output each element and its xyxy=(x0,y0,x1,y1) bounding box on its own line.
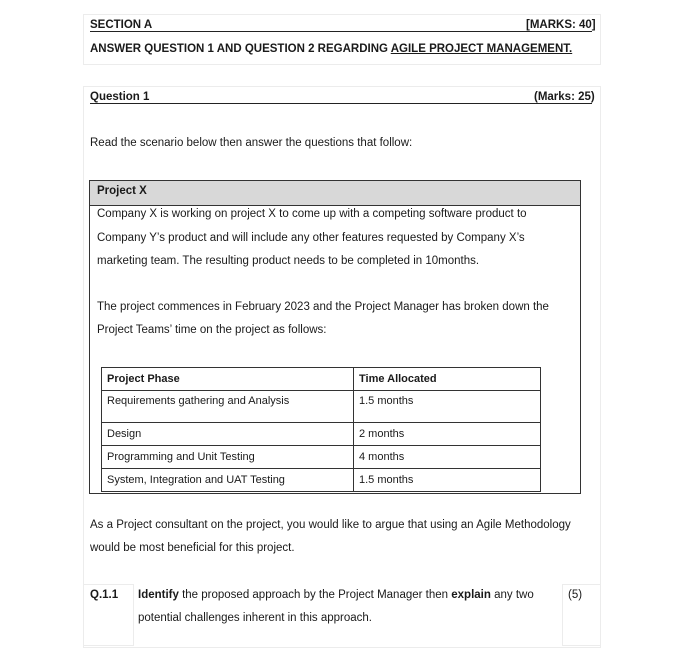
time-cell: 4 months xyxy=(354,446,541,469)
phase-cell: Programming and Unit Testing xyxy=(102,446,354,469)
scenario-para2-line2: Project Teams’ time on the project as follows: xyxy=(97,324,327,336)
q11-verb-identify: Identify xyxy=(138,589,179,601)
scenario-para2-line1: The project commences in February 2023 and the Project Manager has broken down the xyxy=(97,301,549,313)
time-cell: 1.5 months xyxy=(354,391,541,423)
question-title-underline xyxy=(90,103,592,104)
time-header: Time Allocated xyxy=(354,368,541,391)
section-title: SECTION A xyxy=(90,19,153,31)
table-row xyxy=(102,446,541,469)
table-row xyxy=(102,423,541,446)
phase-cell: System, Integration and UAT Testing xyxy=(102,469,354,492)
time-cell: 1.5 months xyxy=(354,469,541,492)
question-marks: (Marks: 25) xyxy=(534,91,595,103)
scenario-para1-line1: Company X is working on project X to come up with a competing software product to xyxy=(97,208,527,220)
time-cell: 2 months xyxy=(354,423,541,446)
phase-header: Project Phase xyxy=(102,368,354,391)
phase-table-header-row xyxy=(102,368,541,391)
section-instruction-topic: AGILE PROJECT MANAGEMENT. xyxy=(390,43,573,55)
section-title-underline xyxy=(90,31,592,32)
phase-table xyxy=(101,367,541,492)
phase-cell: Design xyxy=(102,423,354,446)
phase-cell: Requirements gathering and Analysis xyxy=(102,391,354,423)
q11-marks: (5) xyxy=(568,589,583,601)
section-a-box xyxy=(83,14,601,65)
table-row xyxy=(102,469,541,492)
scenario-heading: Project X xyxy=(97,185,147,197)
section-marks: [MARKS: 40] xyxy=(526,19,596,31)
scenario-para1-line3: marketing team. The resulting product needs to be completed in 10months. xyxy=(97,255,480,267)
q11-verb-explain: explain xyxy=(451,589,491,601)
table-row xyxy=(102,391,541,423)
question-title: Question 1 xyxy=(90,91,150,103)
section-instruction: ANSWER QUESTION 1 AND QUESTION 2 REGARDING AGILE PROJECT MANAGEMENT. xyxy=(90,43,573,55)
consultant-line2: would be most beneficial for this project. xyxy=(90,542,295,554)
consultant-line1: As a Project consultant on the project, you would like to argue that using an Agile Methodology xyxy=(90,519,571,531)
q11-line2: potential challenges inherent in this approach. xyxy=(138,612,372,624)
scenario-para1-line2: Company Y’s product and will include any other features requested by Company X’s xyxy=(97,232,525,244)
q11-number: Q.1.1 xyxy=(90,589,119,601)
scenario-header xyxy=(90,181,580,206)
q11-line1: Identify the proposed approach by the Project Manager then explain any two xyxy=(138,589,534,601)
question-intro: Read the scenario below then answer the questions that follow: xyxy=(90,137,413,149)
